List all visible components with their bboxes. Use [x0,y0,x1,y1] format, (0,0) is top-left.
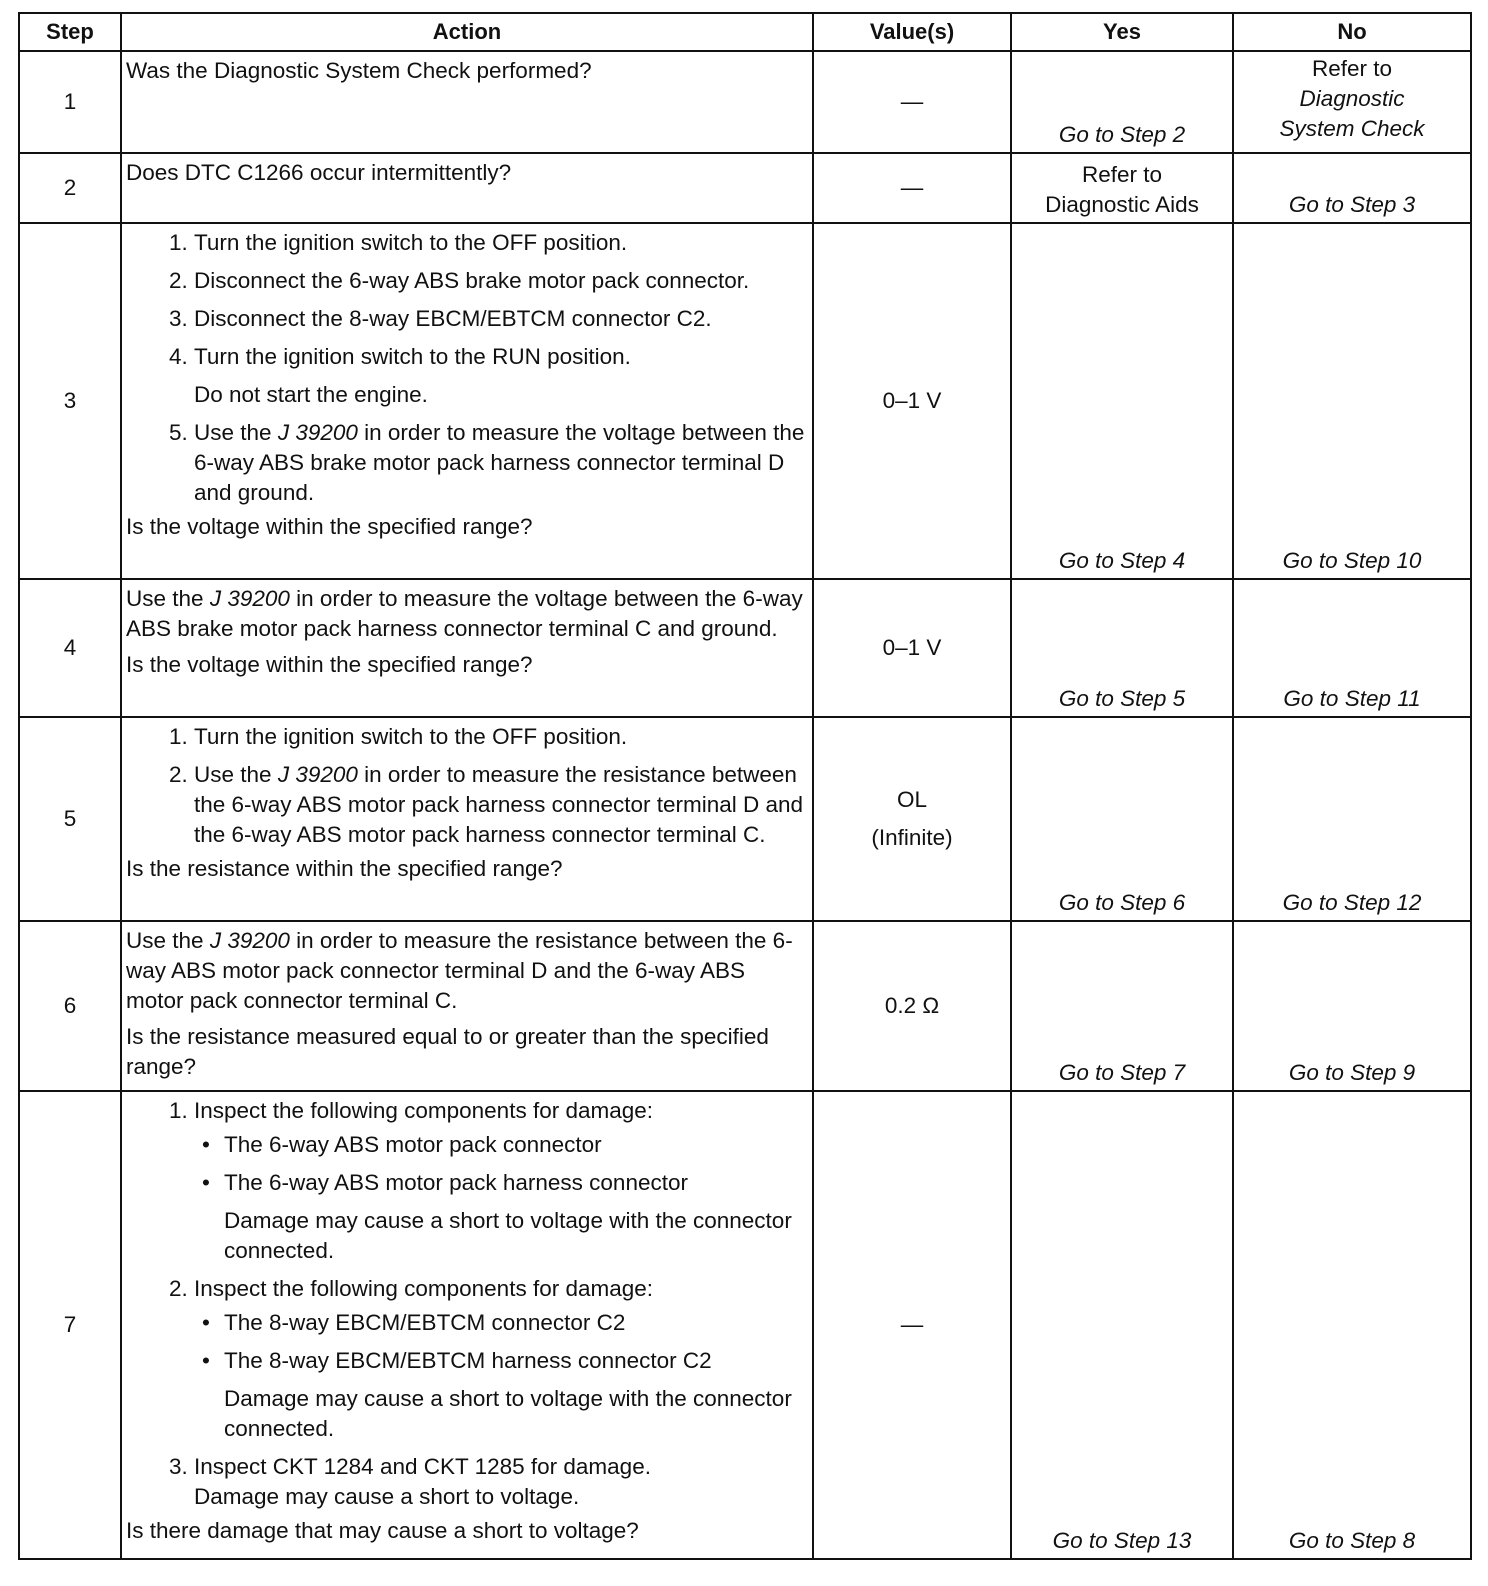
table-row [19,921,1471,1091]
action-note: Damage may cause a short to voltage. [194,1484,580,1509]
action-text: in order to measure the voltage between the 6-way ABS brake motor pack harness connector terminal C and ground. [126,586,803,641]
goto-link[interactable]: Go to Step 10 [1282,548,1422,573]
use-the-text: Use the [194,762,272,787]
action-cell [121,921,813,1091]
refer-link[interactable]: Diagnostic Aids [1045,192,1199,217]
action-step-text: Inspect the following components for damage: [194,1098,654,1123]
action-steps [126,228,808,508]
yes-cell [1011,717,1233,921]
step-number: 5 [19,717,121,921]
action-step [194,1452,808,1512]
tool-name: J 39200 [277,762,358,787]
yes-cell [1011,1091,1233,1559]
refer-link[interactable]: Diagnostic [1299,86,1405,111]
action-step [194,1274,808,1444]
refer-link[interactable]: System Check [1279,116,1425,141]
component-list [194,1130,808,1266]
goto-link[interactable]: Go to Step 12 [1282,890,1422,915]
action-question: Is the resistance measured equal to or greater than the specified range? [126,1024,769,1079]
goto-link[interactable]: Go to Step 7 [1058,1060,1186,1085]
action-step: 1. Turn the ignition switch to the OFF position. [194,228,808,258]
refer-text: Refer to [1081,162,1163,187]
action-step: 2. Disconnect the 6-way ABS brake motor pack connector. [194,266,808,296]
action-cell [121,579,813,717]
goto-link[interactable]: Go to Step 13 [1052,1528,1192,1553]
action-step: 3. Disconnect the 8-way EBCM/EBTCM connector C2. [194,304,808,334]
table-row [19,717,1471,921]
goto-link[interactable]: Go to Step 6 [1058,890,1186,915]
action-cell [121,717,813,921]
header-row [19,13,1471,51]
action-step-text: Turn the ignition switch to the RUN position. [194,344,631,369]
action-step [194,418,808,508]
action-step-text: Inspect CKT 1284 and CKT 1285 for damage. [194,1454,651,1479]
tool-name: J 39200 [209,928,290,953]
value-cell: — [813,153,1011,223]
action-question: Is there damage that may cause a short to voltage? [126,1518,639,1543]
yes-cell [1011,921,1233,1091]
step-number: 1 [19,51,121,153]
component-item: • The 6-way ABS motor pack connector [224,1130,808,1160]
damage-note: Damage may cause a short to voltage with the connector connected. [224,1208,792,1263]
tool-name: J 39200 [277,420,358,445]
action-step [194,342,808,410]
action-step [194,760,808,850]
action-step-text: in order to measure the resistance between the 6-way ABS motor pack harness connector terminal D and the 6-way ABS motor pack harness connector terminal C. [194,762,804,847]
component-list [194,1308,808,1444]
no-cell [1233,223,1471,579]
action-question: Was the Diagnostic System Check performed? [126,58,592,83]
action-cell [121,223,813,579]
goto-link[interactable]: Go to Step 9 [1288,1060,1416,1085]
component-item: • The 6-way ABS motor pack harness connector [224,1168,808,1198]
no-cell [1233,51,1471,153]
header-action: Action [121,13,813,51]
no-cell [1233,921,1471,1091]
no-cell [1233,1091,1471,1559]
header-yes: Yes [1011,13,1233,51]
value-cell: 0.2 Ω [813,921,1011,1091]
goto-link[interactable]: Go to Step 2 [1058,122,1186,147]
use-the-text: Use the [126,586,204,611]
value-line: (Infinite) [871,825,953,850]
step-number: 6 [19,921,121,1091]
goto-link[interactable]: Go to Step 4 [1058,548,1186,573]
refer-text: Refer to [1311,56,1393,81]
value-cell: — [813,1091,1011,1559]
action-step [194,1096,808,1266]
use-the-text: Use the [194,420,272,445]
step-number: 7 [19,1091,121,1559]
no-cell [1233,153,1471,223]
step-number: 3 [19,223,121,579]
diagnostic-table [18,12,1472,1560]
table-row [19,579,1471,717]
no-cell [1233,717,1471,921]
action-steps [126,1096,808,1512]
action-question: Does DTC C1266 occur intermittently? [126,160,512,185]
table-row [19,223,1471,579]
table-row [19,1091,1471,1559]
action-note: Do not start the engine. [194,382,428,407]
action-question: Is the resistance within the specified range? [126,856,563,881]
action-step: 1. Turn the ignition switch to the OFF position. [194,722,808,752]
value-line: OL [896,787,927,812]
no-cell [1233,579,1471,717]
value-cell: — [813,51,1011,153]
component-item: • The 8-way EBCM/EBTCM harness connector C2 [224,1346,808,1376]
yes-cell [1011,153,1233,223]
use-the-text: Use the [126,928,204,953]
table-row [19,153,1471,223]
action-text: in order to measure the resistance between the 6-way ABS motor pack connector terminal D and the 6-way ABS motor pack connector terminal C. [126,928,793,1013]
yes-cell [1011,579,1233,717]
yes-cell [1011,51,1233,153]
goto-link[interactable]: Go to Step 5 [1058,686,1186,711]
action-cell [121,51,813,153]
damage-note: Damage may cause a short to voltage with the connector connected. [224,1386,792,1441]
action-step-text: Inspect the following components for damage: [194,1276,654,1301]
table-row [19,51,1471,153]
step-number: 2 [19,153,121,223]
goto-link[interactable]: Go to Step 8 [1288,1528,1416,1553]
header-values: Value(s) [813,13,1011,51]
step-number: 4 [19,579,121,717]
action-cell [121,153,813,223]
action-steps [126,722,808,850]
value-cell: 0–1 V [813,579,1011,717]
goto-link[interactable]: Go to Step 3 [1288,192,1416,217]
goto-link[interactable]: Go to Step 11 [1283,686,1421,711]
header-step: Step [19,13,121,51]
value-cell [813,717,1011,921]
action-cell [121,1091,813,1559]
yes-cell [1011,223,1233,579]
value-cell: 0–1 V [813,223,1011,579]
header-no: No [1233,13,1471,51]
action-question: Is the voltage within the specified range? [126,652,533,677]
component-item: • The 8-way EBCM/EBTCM connector C2 [224,1308,808,1338]
action-step-text: in order to measure the voltage between the 6-way ABS brake motor pack harness connector terminal D and ground. [194,420,805,505]
tool-name: J 39200 [209,586,290,611]
action-question: Is the voltage within the specified range? [126,514,533,539]
